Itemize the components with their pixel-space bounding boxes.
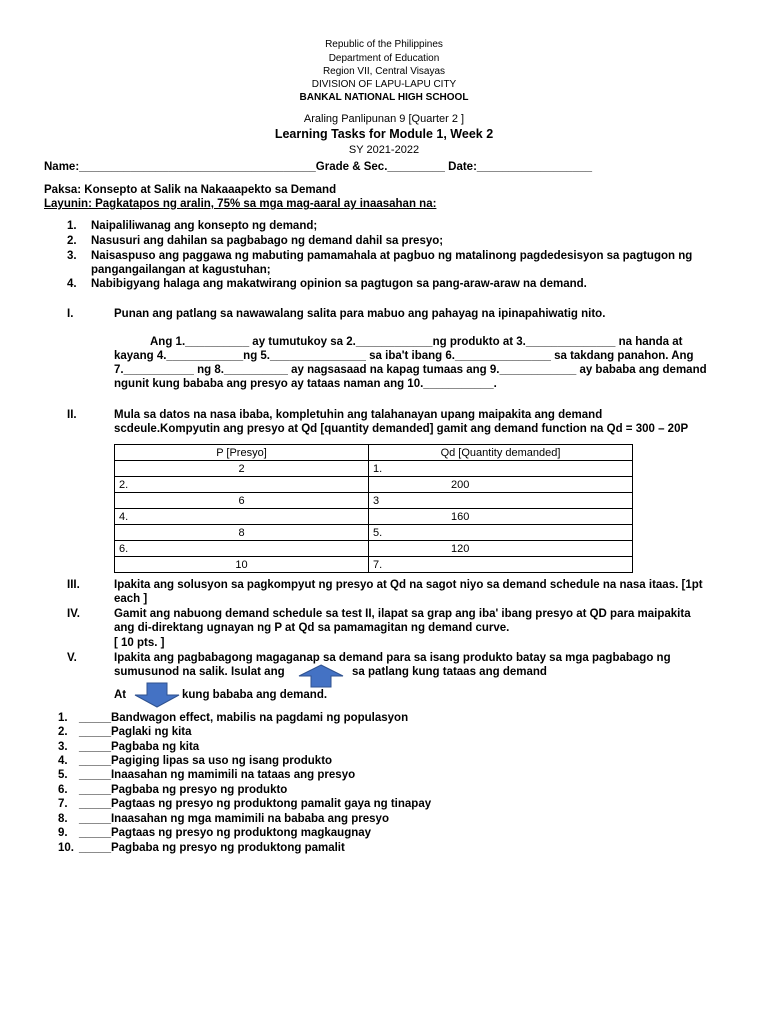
part3-line: each ] xyxy=(114,593,148,605)
objective-text: Nabibigyang halaga ang makatwirang opinion sa pagtugon sa pang-araw-araw na demand. xyxy=(91,278,587,290)
list-item[interactable]: _____Pagtaas ng presyo ng produktong magkaugnay xyxy=(79,827,372,839)
header-division: DIVISION OF LAPU-LAPU CITY xyxy=(311,79,457,90)
table-row xyxy=(115,541,633,557)
header-region: Region VII, Central Visayas xyxy=(322,66,446,77)
objective-number: 3. xyxy=(67,250,77,262)
table-cell: 8 xyxy=(115,525,369,541)
page-title: Learning Tasks for Module 1, Week 2 xyxy=(274,127,494,141)
table-cell[interactable]: 7. xyxy=(369,557,633,573)
item-number: 2. xyxy=(58,726,68,738)
table-cell: 10 xyxy=(115,557,369,573)
objective-text: Naisaspuso ang paggawa ng mabuting pamamahala at pagbuo ng matalinong pagdedesisyon sa pagtugon ng xyxy=(91,250,693,262)
objective-number: 4. xyxy=(67,278,77,290)
header-department: Department of Education xyxy=(328,53,440,64)
subject-quarter: Araling Panlipunan 9 [Quarter 2 ] xyxy=(303,113,465,125)
list-item[interactable]: _____Pagiging lipas sa uso ng isang produkto xyxy=(79,755,333,767)
objective-text: Nasusuri ang dahilan sa pagbabago ng demand dahil sa presyo; xyxy=(91,235,444,247)
part4-points: [ 10 pts. ] xyxy=(114,637,165,649)
table-header-row xyxy=(115,445,633,461)
table-cell: 200 xyxy=(369,477,633,493)
list-item[interactable]: _____Bandwagon effect, mabilis na pagdami ng populasyon xyxy=(79,712,409,724)
name-grade-date-line: Name:_____________________________________Grade & Sec._________ Date:__________________ xyxy=(44,161,593,173)
table-cell[interactable]: 3 xyxy=(369,493,633,509)
item-number: 4. xyxy=(58,755,68,767)
table-cell: 6 xyxy=(115,493,369,509)
table-cell[interactable]: 5. xyxy=(369,525,633,541)
part1-number: I. xyxy=(67,308,74,320)
part2-line: Mula sa datos na nasa ibaba, kompletuhin ang talahanayan upang maipakita ang demand xyxy=(114,409,603,421)
table-row xyxy=(115,525,633,541)
part2-line: scdeule.Kompyutin ang presyo at Qd [quantity demanded] gamit ang demand function na Qd = 300 – 20P xyxy=(114,423,689,435)
part4-number: IV. xyxy=(67,608,81,620)
part4-line: Gamit ang nabuong demand schedule sa test II, ilapat sa grap ang iba' ibang presyo at QD para maipakita xyxy=(114,608,691,620)
list-item[interactable]: _____Pagbaba ng presyo ng produkto xyxy=(79,784,288,796)
item-number: 7. xyxy=(58,798,68,810)
table-row xyxy=(115,557,633,573)
part1-line: ngunit kung bababa ang presyo ay tataas naman ang 10.___________. xyxy=(114,378,497,390)
table-cell[interactable]: 1. xyxy=(369,461,633,477)
arrow-down-icon xyxy=(134,682,180,708)
table-cell: 120 xyxy=(369,541,633,557)
table-header-qd: Qd [Quantity demanded] xyxy=(369,445,633,461)
part1-line: Ang 1.__________ ay tumutukoy sa 2.____________ng produkto at 3.______________ na handa at xyxy=(150,336,683,348)
item-number: 5. xyxy=(58,769,68,781)
table-cell[interactable]: 6. xyxy=(115,541,369,557)
part2-number: II. xyxy=(67,409,77,421)
list-item[interactable]: _____Inaasahan ng mga mamimili na bababa ang presyo xyxy=(79,813,389,825)
table-row xyxy=(115,493,633,509)
arrow-up-icon xyxy=(298,664,344,688)
list-item[interactable]: _____Inaasahan ng mamimili na tataas ang presyo xyxy=(79,769,356,781)
part1-line: kayang 4.____________ng 5._______________ sa iba't ibang 6._______________ sa takdang panahon. Ang xyxy=(114,350,694,362)
part3-line: Ipakita ang solusyon sa pagkompyut ng presyo at Qd na sagot niyo sa demand schedule na nasa itaas. [1pt xyxy=(114,579,703,591)
part5-number: V. xyxy=(67,652,77,664)
part1-line: 7.___________ ng 8.__________ ay nagsasaad na kapag tumaas ang 9.____________ ay bababa ang demand xyxy=(114,364,707,376)
table-header-price: P [Presyo] xyxy=(115,445,369,461)
table-cell: 2 xyxy=(115,461,369,477)
part1-instruction: Punan ang patlang sa nawawalang salita para mabuo ang pahayag na ipinapahiwatig nito. xyxy=(114,308,606,320)
table-row xyxy=(115,509,633,525)
item-number: 10. xyxy=(58,842,74,854)
header-school: BANKAL NATIONAL HIGH SCHOOL xyxy=(299,92,469,103)
school-year: SY 2021-2022 xyxy=(348,144,420,156)
table-cell[interactable]: 2. xyxy=(115,477,369,493)
list-item[interactable]: _____Pagtaas ng presyo ng produktong pamalit gaya ng tinapay xyxy=(79,798,432,810)
part5-line: At xyxy=(114,689,127,701)
list-item[interactable]: _____Pagbaba ng kita xyxy=(79,741,200,753)
paksa-topic: Paksa: Konsepto at Salik na Nakaaapekto sa Demand xyxy=(44,184,337,196)
part5-line: sumusunod na salik. Isulat ang xyxy=(114,666,285,678)
item-number: 8. xyxy=(58,813,68,825)
part5-line: kung bababa ang demand. xyxy=(182,689,328,701)
objective-text: pangangailangan at kagustuhan; xyxy=(91,264,271,276)
objective-text: Naipaliliwanag ang konsepto ng demand; xyxy=(91,220,318,232)
item-number: 6. xyxy=(58,784,68,796)
table-row xyxy=(115,461,633,477)
part5-line: Ipakita ang pagbabagong magaganap sa demand para sa isang produkto batay sa mga pagbabago ng xyxy=(114,652,671,664)
part5-line: sa patlang kung tataas ang demand xyxy=(352,666,547,678)
item-number: 3. xyxy=(58,741,68,753)
list-item[interactable]: _____Paglaki ng kita xyxy=(79,726,192,738)
objective-number: 1. xyxy=(67,220,77,232)
item-number: 9. xyxy=(58,827,68,839)
demand-schedule-table xyxy=(114,444,633,573)
part3-number: III. xyxy=(67,579,80,591)
table-row xyxy=(115,477,633,493)
header-republic: Republic of the Philippines xyxy=(325,39,443,50)
list-item[interactable]: _____Pagbaba ng presyo ng produktong pamalit xyxy=(79,842,345,854)
part4-line: ang di-direktang ugnayan ng P at Qd sa pamamagitan ng demand curve. xyxy=(114,622,510,634)
objective-number: 2. xyxy=(67,235,77,247)
item-number: 1. xyxy=(58,712,68,724)
table-cell: 160 xyxy=(369,509,633,525)
layunin-objective: Layunin: Pagkatapos ng aralin, 75% sa mga mag-aaral ay inaasahan na: xyxy=(44,198,437,210)
table-cell[interactable]: 4. xyxy=(115,509,369,525)
